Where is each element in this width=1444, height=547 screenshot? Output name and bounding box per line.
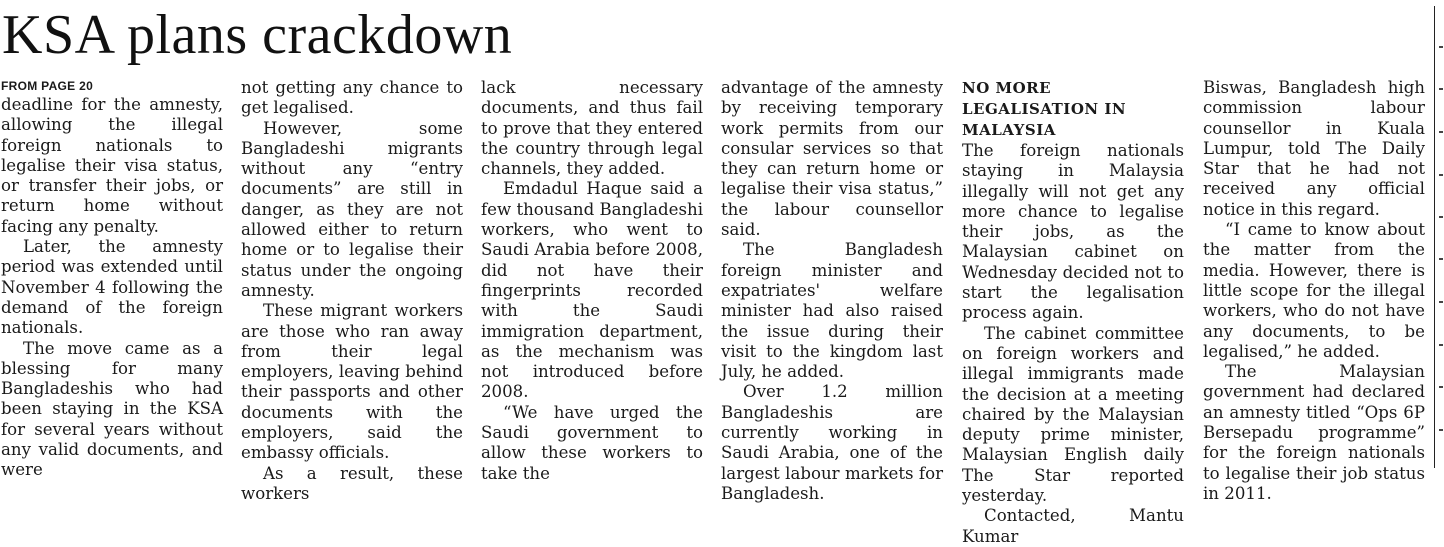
paragraph: As a result, these workers	[241, 463, 463, 503]
paragraph: The cabinet committee on foreign workers and illegal immigrants made the decision at a meeting chaired by the Malaysian deputy prime minister, Malaysian English daily The Star reported yesterday.	[962, 323, 1184, 506]
article-column-1	[1, 78, 223, 481]
paragraph: The Bangladesh foreign minister and expatriates' welfare minister had also raised the issue during their visit to the kingdom last July, he added.	[721, 240, 943, 382]
paragraph: “I came to know about the matter from the media. However, there is little scope for the illegal workers, who do not have any documents, to be legalised,” he added.	[1203, 220, 1425, 361]
paragraph: Emdadul Haque said a few thousand Bangladeshi workers, who went to Saudi Arabia before 2008, did not have their fingerprints recorded with the Saudi immigration department, as the mechanism was not introduced before 2008.	[481, 179, 704, 402]
paragraph: Later, the amnesty period was extended until November 4 following the demand of the foreign nationals.	[1, 237, 223, 338]
paragraph: lack necessary documents, and thus fail to prove that they entered the country through legal channels, they added.	[481, 78, 703, 179]
paragraph: The Malaysian government had declared an amnesty titled “Ops 6P Bersepadu programme” for the foreign nationals to legalise their job status in 2011.	[1203, 362, 1425, 503]
continuation-kicker: FROM PAGE 20	[1, 79, 94, 93]
paragraph: “We have urged the Saudi government to allow these workers to take the	[481, 402, 703, 483]
paragraph: advantage of the amnesty by receiving temporary work permits from our consular services so that they can return home or legalise their visa status,” the labour counsellor said.	[721, 78, 943, 240]
section-subhead: NO MORE LEGALISATION IN MALAYSIA	[962, 79, 1127, 139]
article-column-2	[241, 78, 463, 504]
article-column-3	[481, 78, 703, 484]
paragraph: Over 1.2 million Bangladeshis are currently working in Saudi Arabia, one of the largest labour markets for Bangladesh.	[721, 382, 943, 503]
paragraph: deadline for the amnesty, allowing the illegal foreign nationals to legalise their visa status, or transfer their jobs, or return home without facing any penalty.	[1, 95, 223, 236]
headline: KSA plans crackdown	[2, 4, 513, 66]
article-column-5	[962, 78, 1184, 547]
paragraph: The foreign nationals staying in Malaysia illegally will not get any more chance to legalise their jobs, as the Malaysian cabinet on Wednesday decided not to start the legalisation process again.	[962, 141, 1184, 323]
article-column-4	[721, 78, 943, 504]
paragraph: not getting any chance to get legalised.	[241, 78, 463, 118]
adjacent-page-edge	[1438, 6, 1444, 468]
paragraph: However, some Bangladeshi migrants without any “entry documents” are still in danger, as they are not allowed either to return home or to legalise their status under the ongoing amnesty.	[241, 118, 463, 300]
article-body	[0, 78, 1432, 546]
paragraph: These migrant workers are those who ran away from their legal employers, leaving behind their passports and other documents with the employers, said the embassy officials.	[241, 301, 463, 463]
article-column-6	[1203, 78, 1425, 504]
paragraph: Biswas, Bangladesh high commission labour counsellor in Kuala Lumpur, told The Daily Star that he had not received any official notice in this regard.	[1203, 78, 1425, 219]
page-edge-rule	[1434, 6, 1435, 468]
paragraph: The move came as a blessing for many Bangladeshis who had been staying in the KSA for several years without any valid documents, and were	[1, 338, 223, 480]
paragraph: Contacted, Mantu Kumar	[962, 506, 1184, 546]
